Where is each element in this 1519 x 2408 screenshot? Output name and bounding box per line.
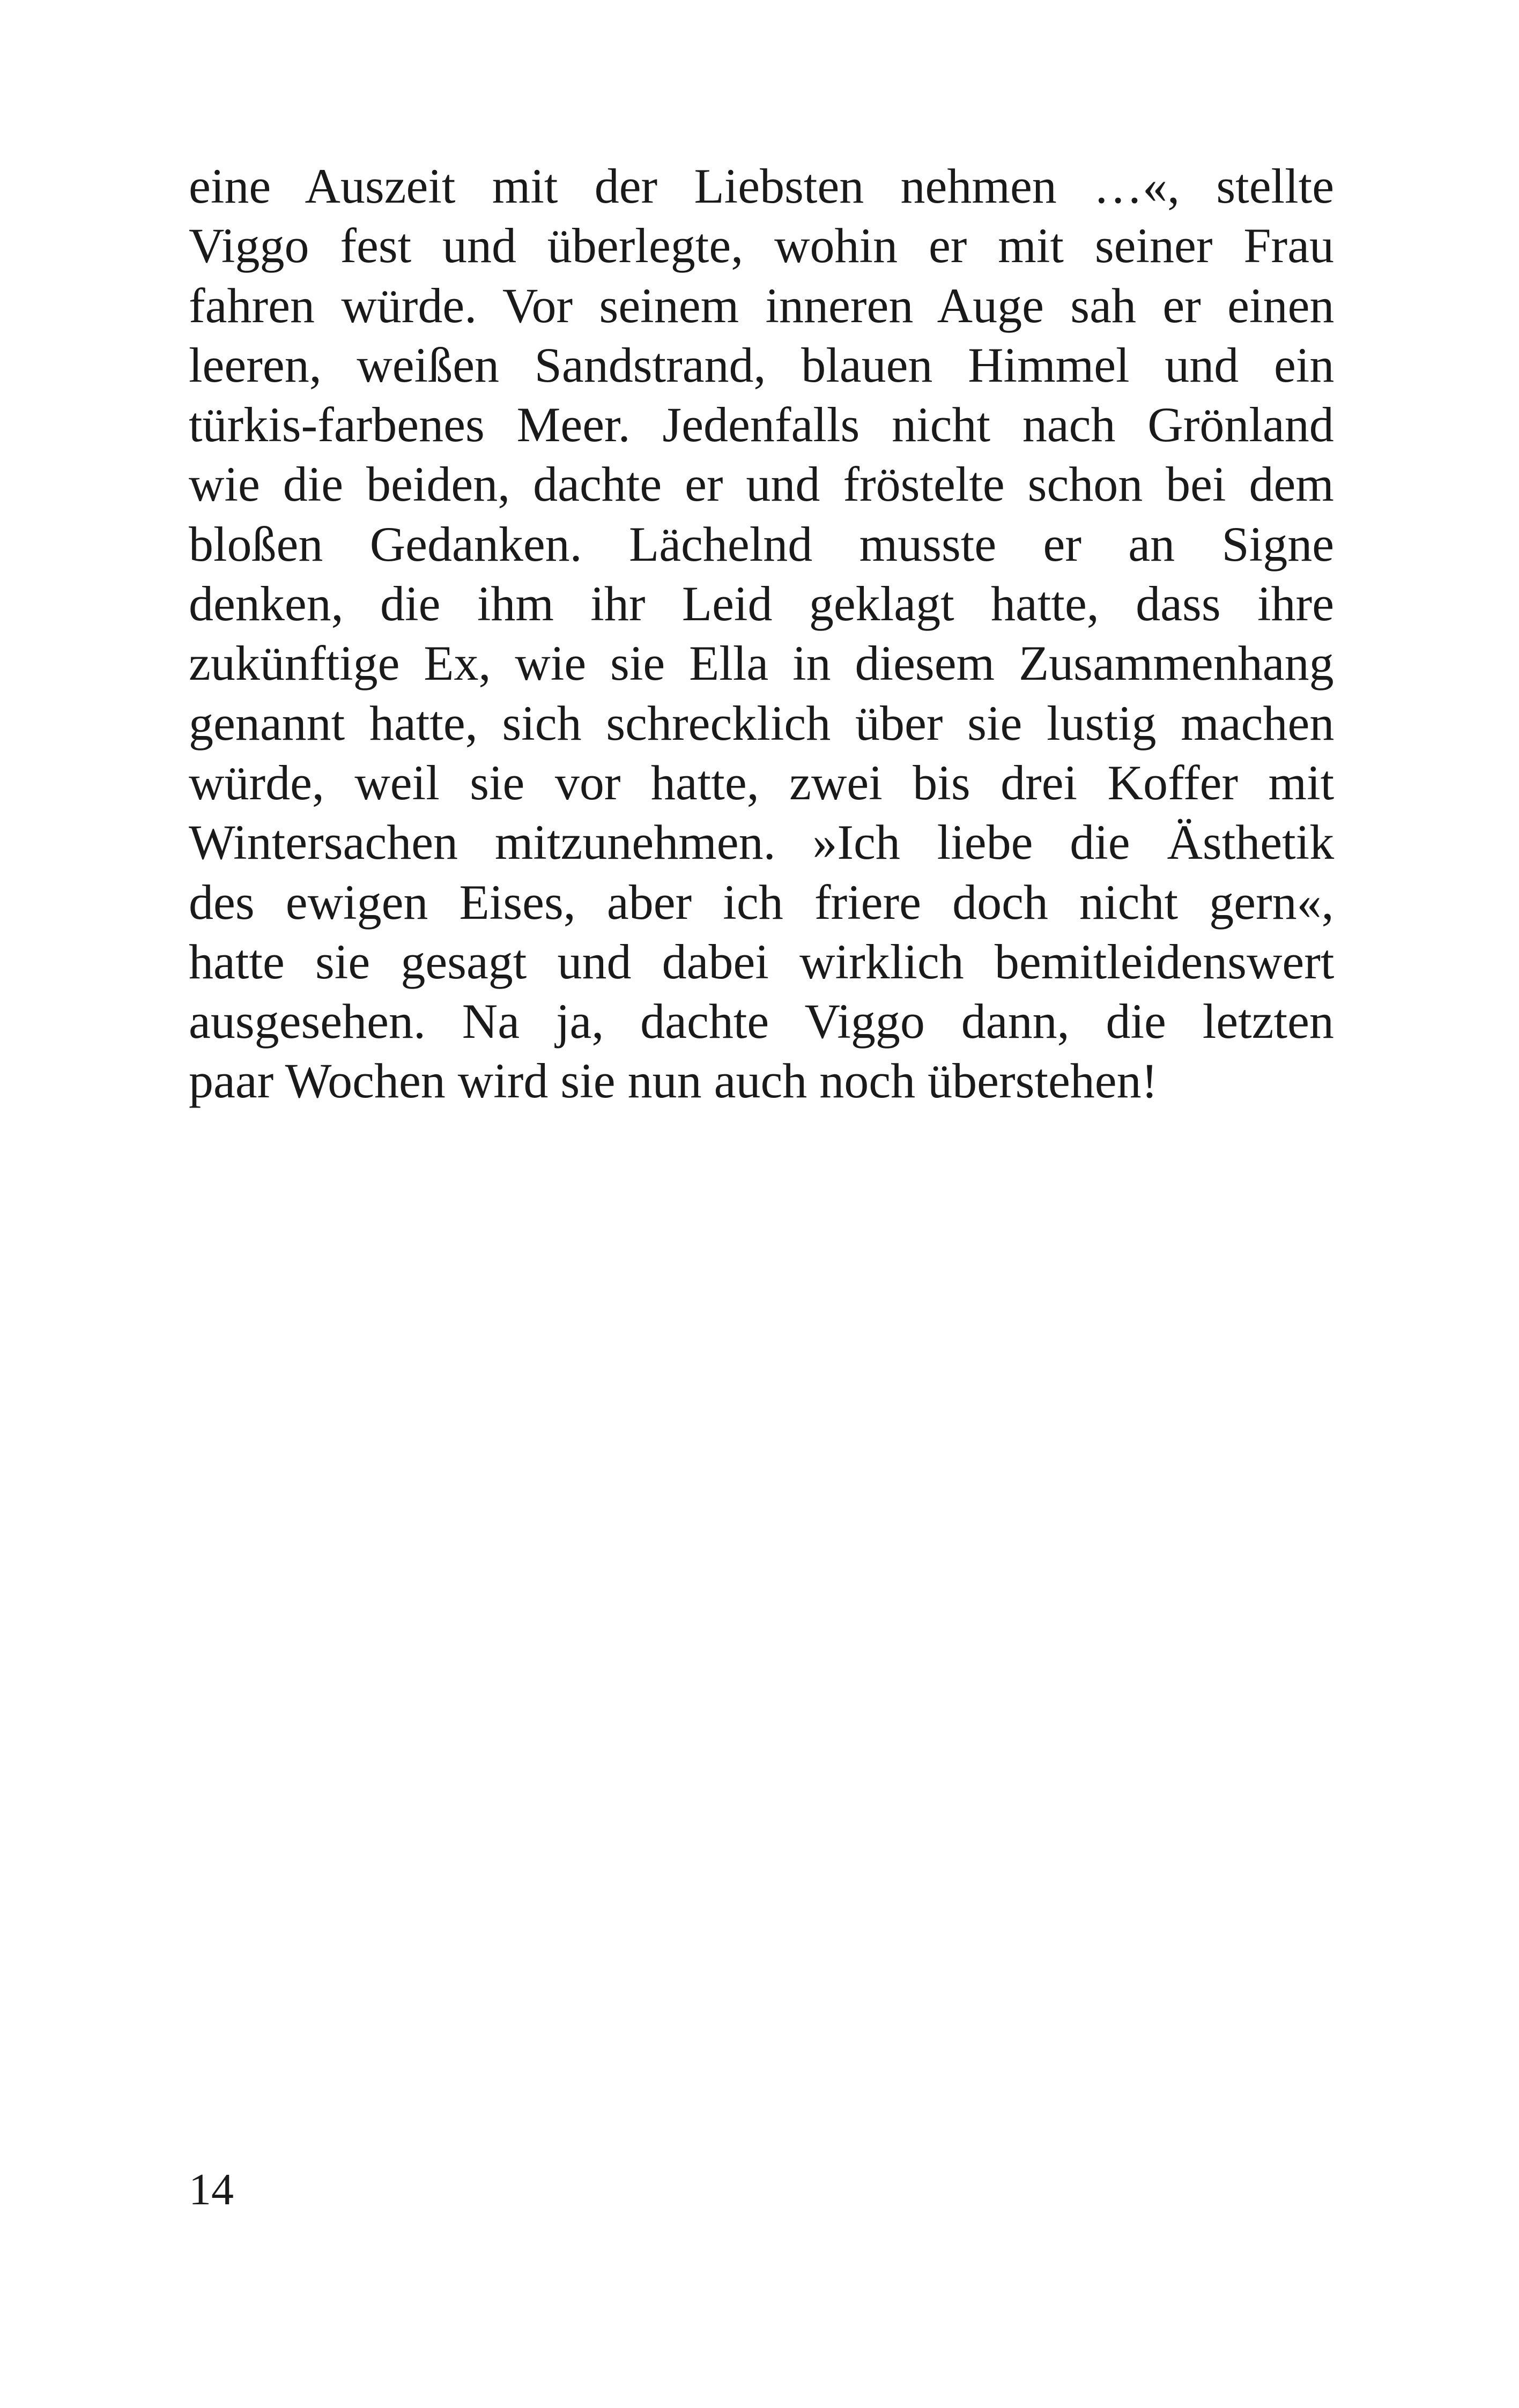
text-line-14: hatte sie gesagt und dabei wirklich bemitleidenswert [189,934,1335,989]
text-line-7: bloßen Gedanken. Lächelnd musste er an Signe [189,516,1335,571]
page-number: 14 [189,2165,234,2214]
text-line-8: denken, die ihm ihr Leid geklagt hatte, dass ihre [189,576,1335,631]
text-line-2: Viggo fest und überlegte, wohin er mit seiner Frau [189,218,1335,273]
text-line-11: würde, weil sie vor hatte, zwei bis drei Koffer mit [189,755,1335,810]
text-line-1: eine Auszeit mit der Liebsten nehmen …«, stellte [189,159,1335,213]
body-text [189,157,1334,1111]
text-line-5: türkis-farbenes Meer. Jedenfalls nicht nach Grönland [189,397,1334,452]
text-line-16: paar Wochen wird sie nun auch noch überstehen! [189,1053,1158,1109]
text-line-4: leeren, weißen Sandstrand, blauen Himmel und ein [189,337,1335,392]
text-line-3: fahren würde. Vor seinem inneren Auge sah er einen [189,278,1335,333]
text-line-13: des ewigen Eises, aber ich friere doch nicht gern«, [189,874,1334,930]
text-line-6: wie die beiden, dachte er und fröstelte schon bei dem [189,457,1334,512]
text-line-10: genannt hatte, sich schrecklich über sie lustig machen [189,695,1335,750]
text-line-15: ausgesehen. Na ja, dachte Viggo dann, die letzten [189,994,1334,1049]
text-line-12: Wintersachen mitzunehmen. »Ich liebe die Ästhetik [189,815,1335,870]
text-line-9: zukünftige Ex, wie sie Ella in diesem Zusammenhang [189,636,1334,691]
